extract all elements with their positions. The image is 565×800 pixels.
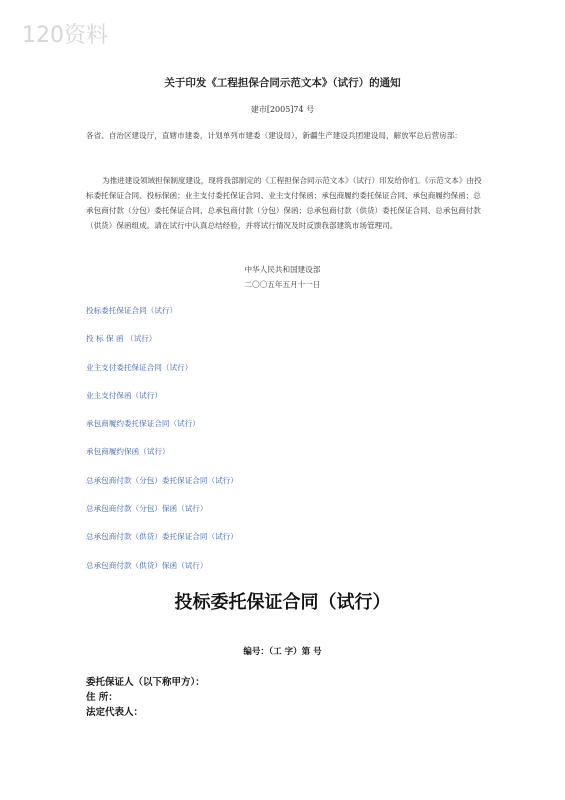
document-number: 建市[2005]74 号 [250, 105, 315, 114]
link-bid-guarantee-letter[interactable]: 投 标 保 函 （试行） [86, 334, 157, 344]
issuer-signature: 中华人民共和国建设部 [244, 265, 321, 274]
link-bid-entrusted-guarantee-contract[interactable]: 投标委托保证合同（试行） [86, 306, 178, 315]
link-general-contractor-supply-guarantee-letter[interactable]: 总承包商付款（供货）保函（试行） [86, 560, 208, 570]
link-owner-payment-entrusted-guarantee-contract[interactable]: 业主支付委托保证合同（试行） [86, 362, 193, 372]
link-contractor-performance-entrusted-guarantee-contract[interactable]: 承包商履约委托保证合同（试行） [86, 419, 200, 429]
link-contractor-performance-guarantee-letter[interactable]: 承包商履约保函（试行） [86, 447, 170, 457]
contract-number-line: 编号：（工 字）第 号 [243, 647, 322, 657]
legal-representative-field-label: 法定代表人： [86, 707, 144, 718]
body-paragraph: 为推进建设领域担保制度建设，现将我部制定的《工程担保合同示范文本》（试行）印发给你们。《示范文本》由投标委托保证合同、投标保函；业主支付委托保证合同、业主支付保函；承包商履约委托保证合同、承包商履约保函；总承包商付款（分包）委托保证合同、总承包商付款（分包）保函；总承包商付款（供货）委托保证合同、总承包商付款（供货）保函组成。请在试行中认真总结经验，并将试行情况及时反馈我部建筑市场管理司。 [86, 176, 482, 230]
link-owner-payment-guarantee-letter[interactable]: 业主支付保函（试行） [86, 390, 162, 400]
attachment-link-list [86, 305, 238, 588]
principal-field-label: 委托保证人（以下称甲方）： [86, 677, 205, 688]
issue-date: 二〇〇五年五月十一日 [244, 280, 321, 289]
link-general-contractor-subcontract-guarantee-letter[interactable]: 总承包商付款（分包）保函（试行） [86, 504, 208, 514]
notice-title: 关于印发《工程担保合同示范文本》（试行）的通知 [164, 77, 401, 89]
address-field-label: 住 所： [86, 692, 118, 703]
contract-title: 投标委托保证合同（试行） [174, 592, 391, 613]
recipients-paragraph: 各省、自治区建设厅，直辖市建委，计划单列市建委（建设局），新疆生产建设兵团建设局，解放军总后营房部： [86, 131, 462, 140]
link-general-contractor-supply-entrusted-guarantee-contract[interactable]: 总承包商付款（供货）委托保证合同（试行） [86, 532, 238, 542]
watermark: 120资料 [22, 23, 108, 48]
link-general-contractor-subcontract-entrusted-guarantee-contract[interactable]: 总承包商付款（分包）委托保证合同（试行） [86, 475, 238, 485]
